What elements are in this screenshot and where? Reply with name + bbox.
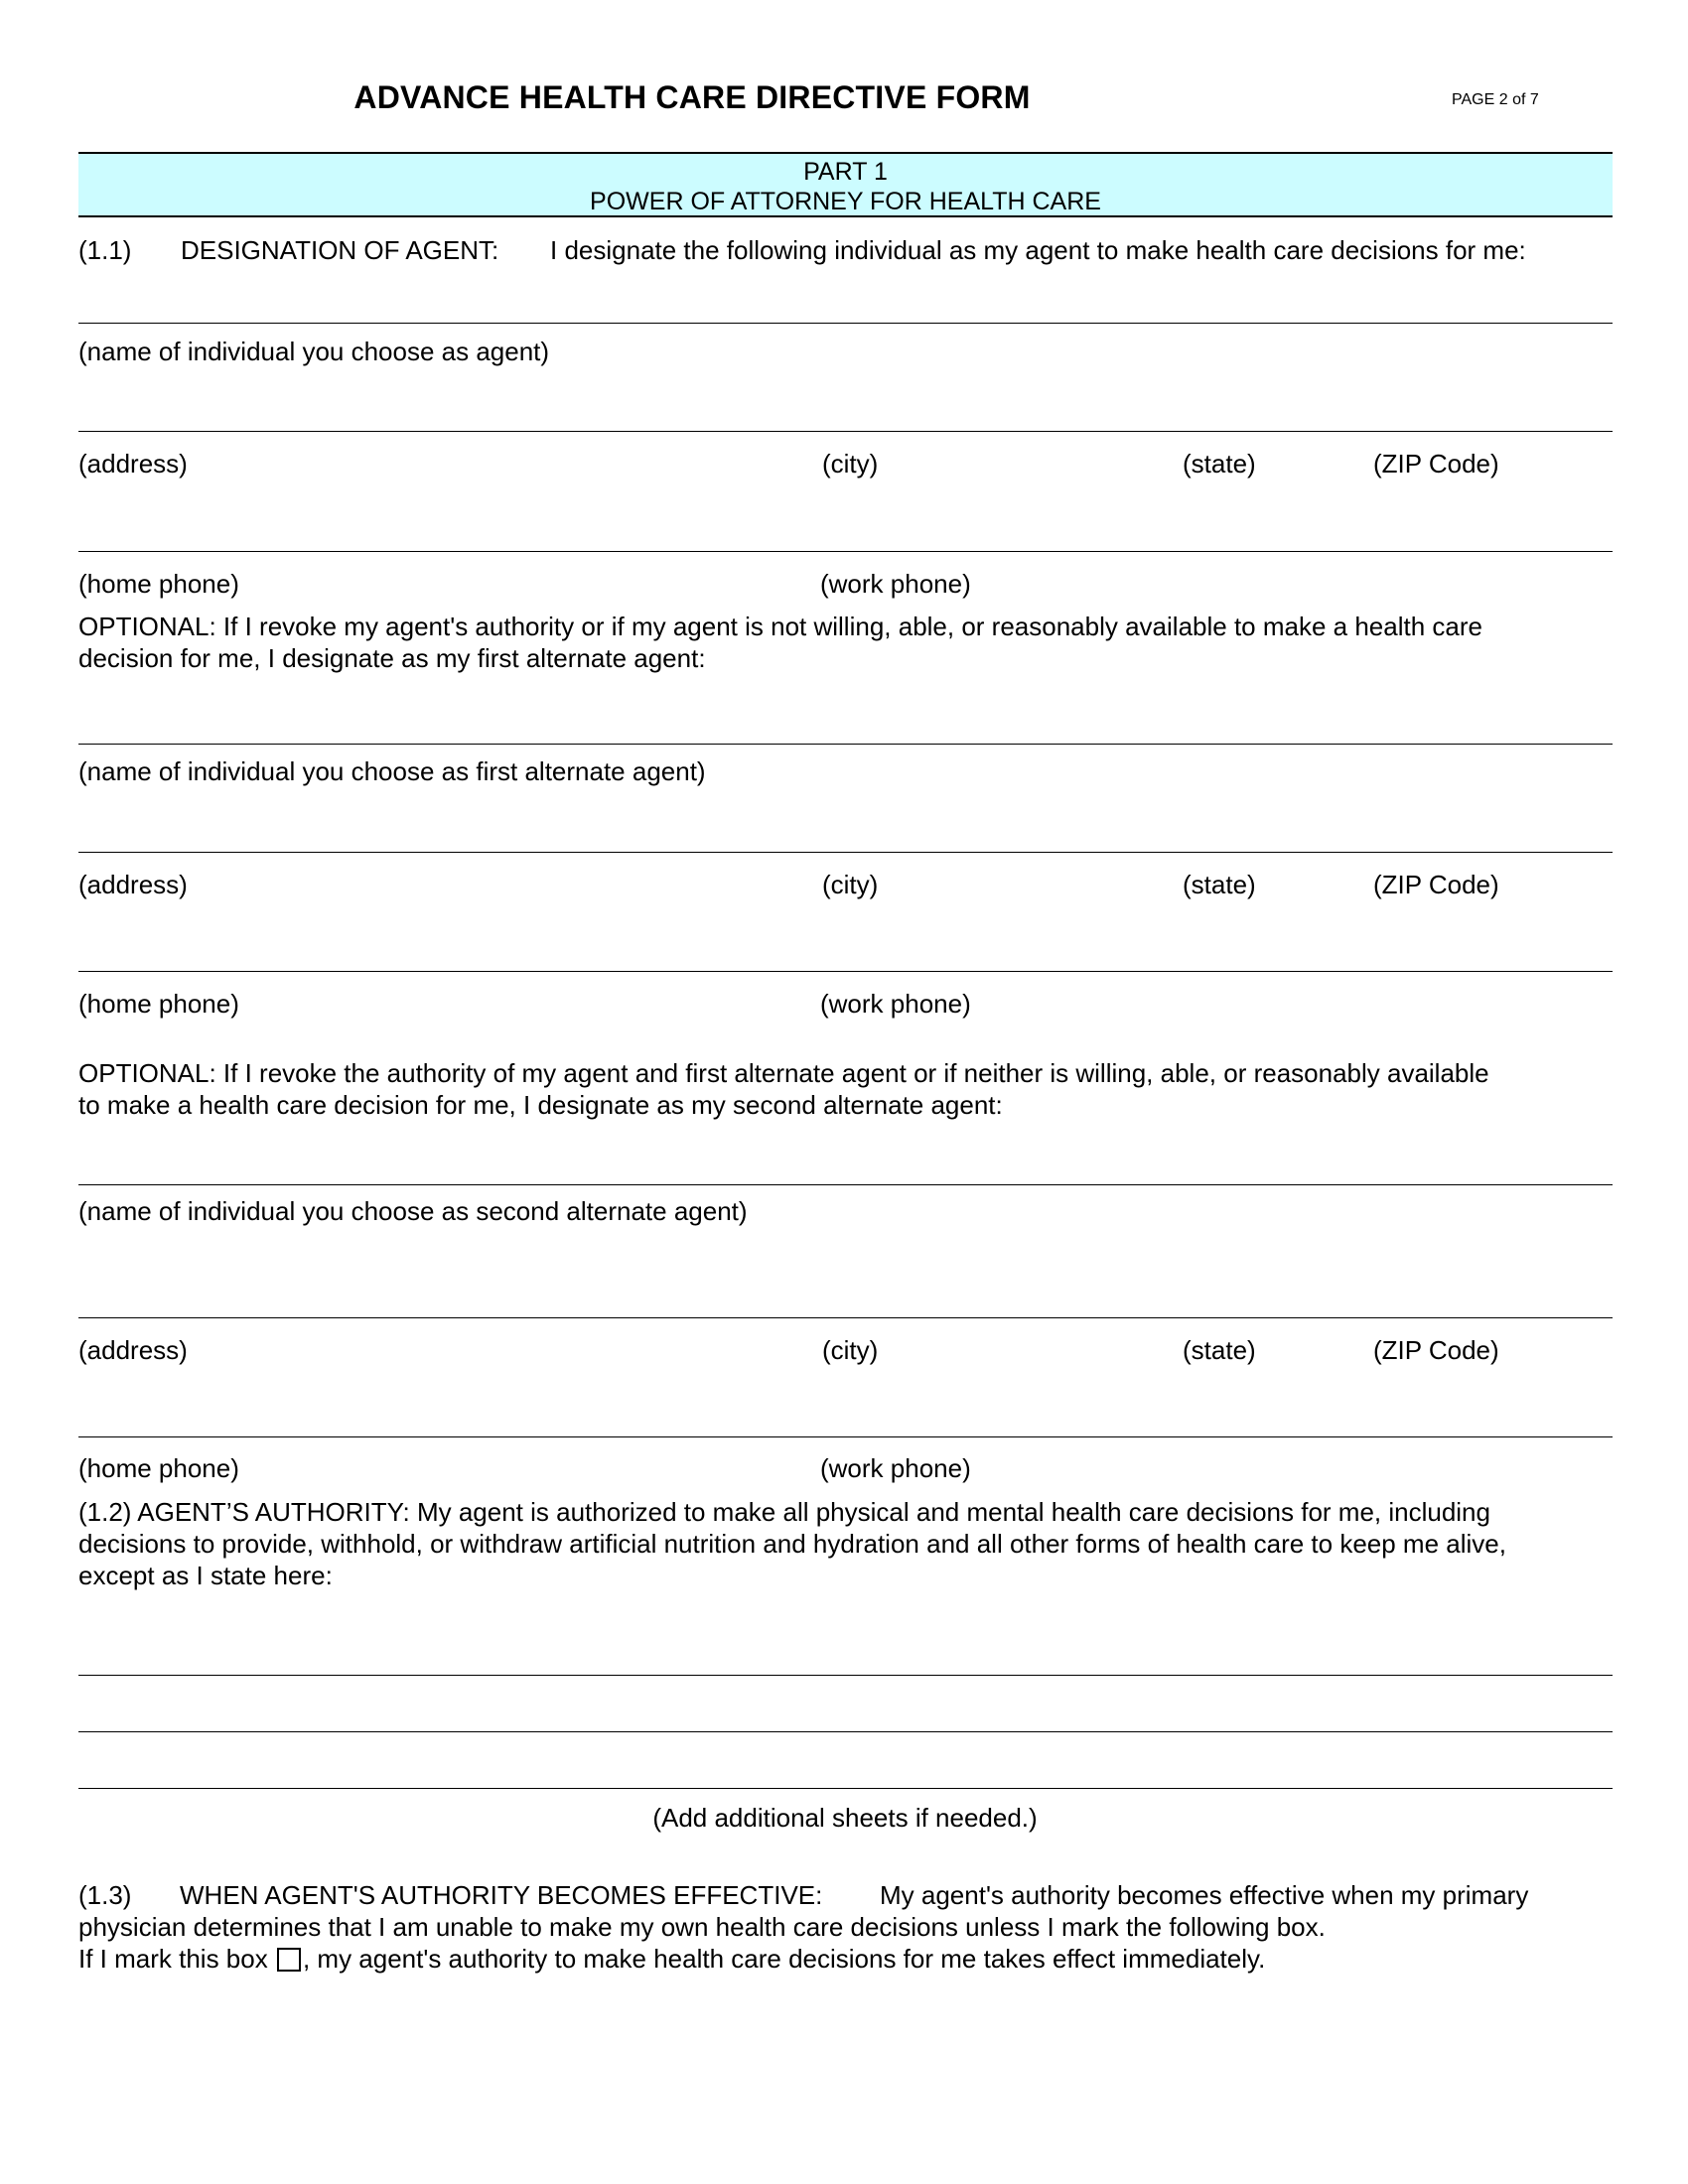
first-alt-work-phone-label: (work phone) — [820, 989, 971, 1019]
second-alt-address-label: (address) — [78, 1335, 188, 1365]
authority-exceptions-line-3[interactable] — [78, 1788, 1613, 1789]
page-title: ADVANCE HEALTH CARE DIRECTIVE FORM — [353, 79, 1031, 115]
section-1-3-text: My agent's authority becomes effective when my primary — [880, 1880, 1529, 1910]
section-1-3-heading: WHEN AGENT'S AUTHORITY BECOMES EFFECTIVE: — [180, 1880, 823, 1910]
agent-city-label: (city) — [822, 449, 879, 478]
second-alt-name-line[interactable] — [78, 1184, 1613, 1185]
second-alt-phone-line[interactable] — [78, 1436, 1613, 1437]
first-alt-address-label: (address) — [78, 870, 188, 899]
banner-part-label: PART 1 — [803, 158, 888, 186]
second-alt-zip-label: (ZIP Code) — [1373, 1335, 1499, 1365]
agent-home-phone-label: (home phone) — [78, 569, 239, 599]
agent-address-line[interactable] — [78, 431, 1613, 432]
first-alt-state-label: (state) — [1183, 870, 1256, 899]
banner-part-title: POWER OF ATTORNEY FOR HEALTH CARE — [590, 188, 1101, 215]
section-1-1-number: (1.1) — [78, 235, 132, 265]
section-1-3-line3: If I mark this box , my agent's authority to make health care decisions for me takes effect immediately. — [78, 1944, 1266, 1974]
first-alt-zip-label: (ZIP Code) — [1373, 870, 1499, 899]
agent-name-label: (name of individual you choose as agent) — [78, 337, 550, 366]
agent-address-label: (address) — [78, 449, 188, 478]
immediate-effect-checkbox[interactable] — [277, 1948, 301, 1972]
agent-name-line[interactable] — [78, 323, 1613, 324]
second-alt-address-line[interactable] — [78, 1317, 1613, 1318]
optional-first-alternate-text: OPTIONAL: If I revoke my agent's authority or if my agent is not willing, able, or reasonably available to make a health care decision for me, I designate as my first alternate agent: — [78, 612, 1482, 673]
first-alt-address-line[interactable] — [78, 852, 1613, 853]
section-1-3-number: (1.3) — [78, 1880, 132, 1910]
second-alt-home-phone-label: (home phone) — [78, 1453, 239, 1483]
agent-state-label: (state) — [1183, 449, 1256, 478]
first-alt-home-phone-label: (home phone) — [78, 989, 239, 1019]
first-alt-name-line[interactable] — [78, 744, 1613, 745]
page-number: PAGE 2 of 7 — [1452, 91, 1539, 108]
authority-exceptions-line-1[interactable] — [78, 1675, 1613, 1676]
optional-second-alternate-text: OPTIONAL: If I revoke the authority of my agent and first alternate agent or if neither is willing, able, or reasonably available to make a health care decision for me, I designate as my second alternate agent: — [78, 1058, 1489, 1120]
section-1-1-heading: DESIGNATION OF AGENT: — [181, 235, 499, 265]
second-alt-name-label: (name of individual you choose as second alternate agent) — [78, 1196, 748, 1226]
agent-work-phone-label: (work phone) — [820, 569, 971, 599]
first-alt-phone-line[interactable] — [78, 971, 1613, 972]
second-alt-state-label: (state) — [1183, 1335, 1256, 1365]
first-alt-name-label: (name of individual you choose as first alternate agent) — [78, 756, 706, 786]
section-1-2-text: (1.2) AGENT’S AUTHORITY: My agent is authorized to make all physical and mental health care decisions for me, including decisions to provide, withhold, or withdraw artificial nutrition and hydration and all other forms of health care to keep me alive, except as I state here: — [78, 1497, 1506, 1590]
additional-sheets-note: (Add additional sheets if needed.) — [652, 1803, 1038, 1833]
second-alt-city-label: (city) — [822, 1335, 879, 1365]
second-alt-work-phone-label: (work phone) — [820, 1453, 971, 1483]
authority-exceptions-line-2[interactable] — [78, 1731, 1613, 1732]
section-1-1-text: I designate the following individual as my agent to make health care decisions for me: — [550, 235, 1526, 265]
agent-phone-line[interactable] — [78, 551, 1613, 552]
section-1-3-line2: physician determines that I am unable to make my own health care decisions unless I mark the following box. — [78, 1912, 1326, 1942]
part-banner — [78, 152, 1613, 217]
agent-zip-label: (ZIP Code) — [1373, 449, 1499, 478]
first-alt-city-label: (city) — [822, 870, 879, 899]
